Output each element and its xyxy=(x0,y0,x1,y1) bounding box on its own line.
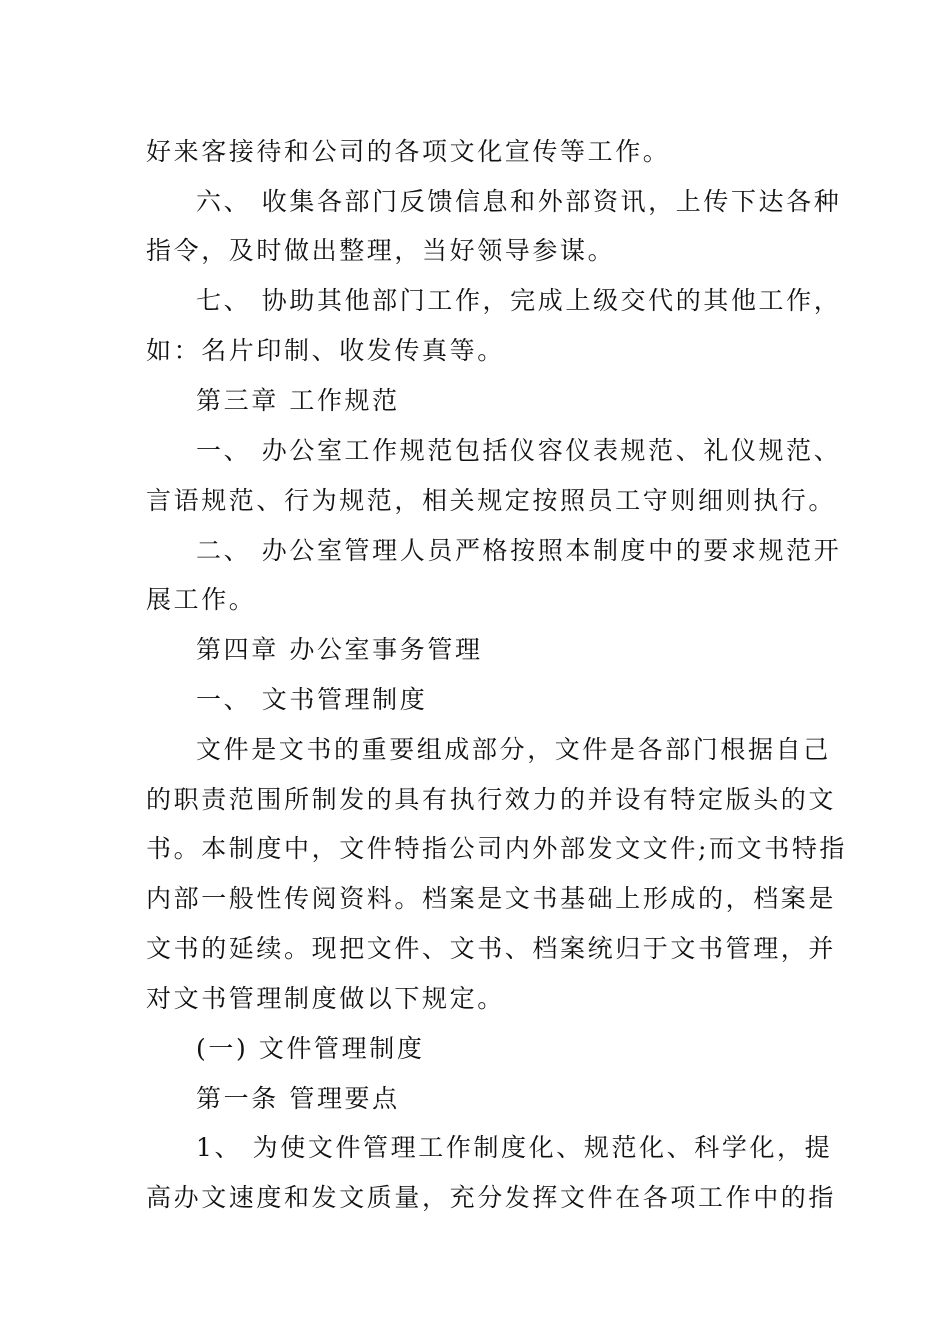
text-line: 文书的延续。现把文件、文书、档案统归于文书管理，并 xyxy=(146,934,837,963)
text-line: 内部一般性传阅资料。档案是文书基础上形成的，档案是 xyxy=(146,884,837,913)
subsection-heading: (一) 文件管理制度 xyxy=(196,1034,425,1063)
chapter-heading: 第四章 办公室事务管理 xyxy=(196,635,483,664)
text-line: 一、 办公室工作规范包括仪容仪表规范、礼仪规范、 xyxy=(196,436,842,465)
text-line: 如：名片印制、收发传真等。 xyxy=(146,336,505,365)
section-heading: 一、 文书管理制度 xyxy=(196,685,428,714)
chapter-heading: 第三章 工作规范 xyxy=(196,386,400,415)
text-line: 指令，及时做出整理，当好领导参谋。 xyxy=(146,236,616,265)
text-line: 对文书管理制度做以下规定。 xyxy=(146,984,505,1013)
text-line: 书。本制度中，文件特指公司内外部发文文件;而文书特指 xyxy=(146,834,848,863)
text-line: 1、 为使文件管理工作制度化、规范化、科学化，提 xyxy=(196,1133,833,1162)
article-heading: 第一条 管理要点 xyxy=(196,1084,400,1113)
text-line: 的职责范围所制发的具有执行效力的并设有特定版头的文 xyxy=(146,785,837,814)
text-line: 文件是文书的重要组成部分，文件是各部门根据自己 xyxy=(196,735,831,764)
text-line: 言语规范、行为规范，相关规定按照员工守则细则执行。 xyxy=(146,486,837,515)
text-line: 六、 收集各部门反馈信息和外部资讯，上传下达各种 xyxy=(196,187,842,216)
text-line: 七、 协助其他部门工作，完成上级交代的其他工作， xyxy=(196,286,842,315)
text-line: 高办文速度和发文质量，充分发挥文件在各项工作中的指 xyxy=(146,1183,837,1212)
text-line: 好来客接待和公司的各项文化宣传等工作。 xyxy=(146,137,671,166)
text-line: 展工作。 xyxy=(146,585,257,614)
text-line: 二、 办公室管理人员严格按照本制度中的要求规范开 xyxy=(196,536,842,565)
